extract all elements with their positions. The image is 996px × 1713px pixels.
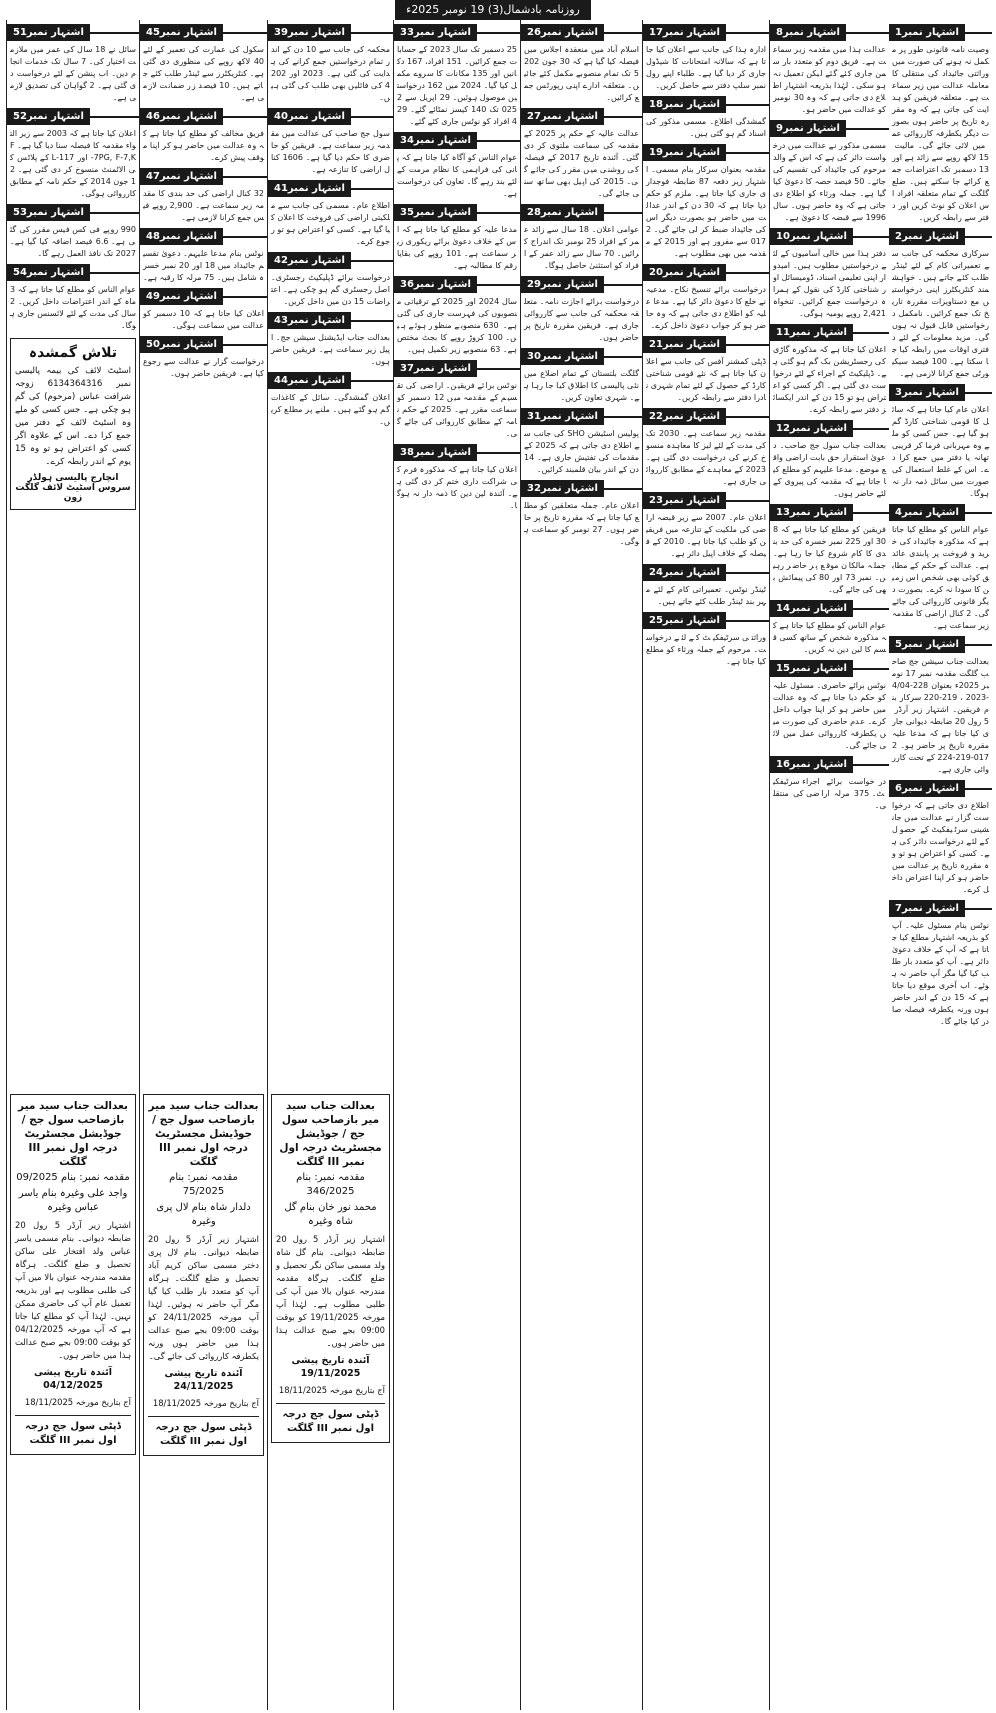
heading-rule [351,188,393,190]
issue-date: آج بتاریخ مورخہ 18/11/2025 [278,1385,385,1395]
notice-text: اعلان کیا جاتا ہے کہ 2003 سے زیر التواء مقدمہ کا فیصلہ سنا دیا گیا ہے۔ F-7PG, F-7,K اور 117-L کے پلاٹس کی الاٹمنٹ منسوخ کر دی گئی ہے۔ 21 جون 2014 کے حکم نامہ کے مطابق کارروائی ہوگی۔ [10,129,136,198]
notice-heading [521,24,642,41]
notice-text: 32 کنال اراضی کی حد بندی کا مقدمہ زیر سماعت ہے۔ 2,900 روپے فیس جمع کرانا لازمی ہے۔ [143,189,264,222]
notice-heading [521,204,642,221]
court-title: بعدالت جناب سید میر بازصاحب سول جج / جوڈیشل مجسٹریٹ درجہ اول نمبر III گلگت [279,1100,382,1168]
lost-notice-title: تلاش گمشدہ [28,345,118,361]
notice-heading [140,228,267,245]
notice-number-label: اشتہار نمبر9 [770,120,846,137]
notice-heading [643,564,769,581]
notice-heading [889,24,992,41]
notice-heading [140,336,267,353]
heading-rule [965,32,992,34]
notice-number-label: اشتہار نمبر25 [643,612,726,629]
notice-number-label: اشتہار نمبر36 [394,276,477,293]
notice-text: دفتر ہذا میں خالی آسامیوں کے لئے درخواستیں مطلوب ہیں۔ امیدوار اپنی تعلیمی اسناد، ڈومیسائل اور شناختی کارڈ کی نقول کے ہمراہ درخواست جمع کرائیں۔ تنخواہ 2,421 روپے یومیہ ہوگی۔ [773,249,886,318]
notice-heading [7,24,139,41]
notice-heading [394,204,520,221]
notice-text: اعلان کیا جاتا ہے کہ مذکورہ گاڑی کی رجسٹریشن بک گم ہو گئی ہے۔ ڈپلیکیٹ کے اجراء کے لئے درخواست دی گئی ہے۔ اگر کسی کو اعتراض ہو تو 15 دن کے اندر ایکسائز دفتر سے رابطہ کرے۔ [772,345,886,414]
notice-text: بعدالت جناب سول جج صاحب۔ دعویٰ استقرار حق بابت اراضی واقع موضع۔ مدعا علیہم کو مطلع کیا جاتا ہے کہ مقدمہ کی پیروی کے لئے حاضر ہوں۔ [773,441,886,498]
notice-number-label: اشتہار نمبر18 [643,96,726,113]
heading-rule [477,140,520,142]
court-notice-body: اشتہار زیر آرڈر 5 رول 20 ضابطہ دیوانی۔ بنام گل شاہ ولد مسمی ساکن نگر تحصیل و ضلع گلگت۔ ہرگاہ مقدمہ مندرجہ عنوان بالا میں آپ کی طلبی مطلوب ہے۔ لہٰذا آپ مورخہ 19/11/2025 کو بوقت 09:00 بجے صبح عدالت ہذا میں حاضر ہوں۔ [276,1234,385,1348]
notice-number-label: اشتہار نمبر14 [770,600,853,617]
notice-heading [643,144,769,161]
notice-number-label: اشتہار نمبر50 [140,336,223,353]
notice-text: 25 دسمبر تک سال 2023 کے حسابات جمع کرائیں۔ 151 افراد، 167 دکانیں اور 135 مکانات کا سروے مکمل کیا گیا۔ 2024 میں 162 درخواستیں موصول ہوئیں۔ 29 اپریل سے 2025 تک 140 کیسز نمٹائے گئے۔ 294 افراد کو نوٹس جاری کئے گئے۔ [397,45,518,126]
notice-heading [140,108,267,125]
heading-rule [604,32,642,34]
notice-text: عوام الناس کو آگاہ کیا جاتا ہے کہ پانی کی فراہمی کا نظام مرمت کے لئے بند رہے گا۔ تعاون کی درخواست ہے۔ [397,153,517,198]
notice-number-label: اشتہار نمبر23 [643,492,726,509]
heading-rule [965,788,992,790]
court-notice-body: اشتہار زیر آرڈر 5 رول 20 ضابطہ دیوانی۔ بنام لال پری دختر مسمی ساکن کریم آباد تحصیل و ضلع گلگت۔ ہرگاہ آپ کو متعدد بار طلب کیا گیا مگر آپ حاضر نہ ہوئیں۔ لہٰذا آپ مورخہ 24/11/2025 کو بوقت 09:00 بجے صبح عدالت ہذا میں حاضر ہوں ورنہ یکطرفہ کارروائی کی جائے گی۔ [148,1234,260,1361]
notice-number-label: اشتہار نمبر2 [889,228,965,245]
notice-text: درخواست برائے اجازت نامہ۔ متعلقہ محکمہ کی جانب سے کارروائی جاری ہے۔ فریقین مقررہ تاریخ پر حاضر ہوں۔ [524,297,639,342]
notice-text: پولیس اسٹیشن SHO کی جانب سے اطلاع دی جاتی ہے کہ 2025 کے مقدمات کی تفتیش جاری ہے۔ 14 دن کے اندر بیان قلمبند کرائیں۔ [524,429,639,474]
heading-rule [223,344,267,346]
heading-rule [846,128,889,130]
notice-heading [770,600,889,617]
notice-number-label: اشتہار نمبر46 [140,108,223,125]
notice-text: بعدالت جناب سیشن جج صاحب گلگت مقدمہ نمبر 17 نومبر 2025ء بعنوان 228-4/04-2023 ، 219-220 سرکار بنام فریقین۔ اشتہار زیر آرڈر 5 رول 20 ضابطہ دیوانی جاری کیا جاتا ہے کہ مدعا علیہ مقررہ تاریخ پر حاضر ہو۔ 2017-219-224 کے تحت کارروائی جاری ہے۔ [892,657,990,774]
notice-text: اعلان گمشدگی۔ سائل کے کاغذات گم ہو گئے ہیں۔ ملنے پر مطلع کریں۔ [271,393,390,426]
notice-text: نوٹس برائے حاضری۔ مسئول علیہ کو حکم دیا جاتا ہے کہ وہ عدالت میں حاضر ہو کر اپنا جواب داخل کرے۔ عدم حاضری کی صورت میں یکطرفہ کارروائی عمل میں لائی جائے گی۔ [773,681,886,750]
heading-rule [604,284,642,286]
notice-number-label: اشتہار نمبر6 [889,780,965,797]
heading-rule [965,644,992,646]
notice-number-label: اشتہار نمبر41 [268,180,351,197]
notice-text: مقدمہ زیر سماعت ہے۔ 2030 تک کی مدت کے لئے لیز کا معاہدہ منسوخ کرنے کی درخواست دی گئی ہے۔ 2023 کے معاہدے کے مطابق کارروائی جاری ہے۔ [646,429,766,486]
notice-heading [643,264,769,281]
court-signature: ڈپٹی سول جج درجہ اول نمبر III گلگت [15,1415,131,1448]
notice-text: فریق مخالف کو مطلع کیا جاتا ہے کہ وہ عدالت میں حاضر ہو کر اپنا موقف پیش کرے۔ [143,129,264,162]
notice-heading [770,120,889,137]
column-2 [769,20,889,1710]
notice-text: عدالت عالیہ کے حکم پر 2025 کے مقدمہ کی سماعت ملتوی کر دی گئی۔ آئندہ تاریخ 2017 کے فیصلہ کی روشنی میں مقرر کی جائے گی۔ 2015 کی اپیل بھی ساتھ سنی جائے گی۔ [524,129,639,198]
case-parties: محمد نور خان بنام گل شاہ وغیرہ [284,1202,377,1227]
notice-heading [643,336,769,353]
heading-rule [351,260,393,262]
heading-rule [726,272,769,274]
notice-number-label: اشتہار نمبر19 [643,144,726,161]
heading-rule [90,272,139,274]
notice-heading [394,24,520,41]
notice-number-label: اشتہار نمبر15 [770,660,853,677]
notice-number-label: اشتہار نمبر13 [770,504,853,521]
notice-heading [521,108,642,125]
heading-rule [726,572,769,574]
notice-number-label: اشتہار نمبر48 [140,228,223,245]
heading-rule [477,212,520,214]
notice-number-label: اشتہار نمبر24 [643,564,726,581]
notice-text: درخواست برائے اجراء سرٹیفکیٹ۔ 375 مرلہ اراضی کی منتقلی۔ [773,777,886,810]
notice-heading [268,372,393,389]
notice-heading [268,252,393,269]
notice-heading [643,408,769,425]
heading-rule [604,416,642,418]
heading-rule [726,104,769,106]
notice-text: محکمہ کی جانب سے 10 دن کے اندر تمام درخواستیں جمع کرانے کی ہدایت کی گئی ہے۔ 2023 اور 2024 کی فائلیں بھی طلب کی گئی ہیں۔ [271,45,390,102]
notice-text: وراثتی سرٹیفکیٹ کے لئے درخواست۔ مرحوم کے جملہ ورثاء کو مطلع کیا جاتا ہے۔ [646,633,766,666]
notice-text: اعلان کیا جاتا ہے کہ مذکورہ فرم کی شراکت داری ختم کر دی گئی ہے۔ آئندہ لین دین کا ذمہ دار نہ ہوگا۔ [397,465,517,510]
next-hearing-date: آئندہ تاریخ پیشی 04/12/2025 [33,1367,113,1391]
notice-text: گمشدگی اطلاع۔ مسمی مذکور کی اسناد گم ہو گئی ہیں۔ [646,117,766,138]
notice-text: نوٹس برائے فریقین۔ اراضی کی تقسیم کے مقدمہ میں 12 دسمبر کو سماعت مقرر ہے۔ 2025 کے حکم نامہ کے مطابق کارروائی کی جائے گی۔ [397,381,517,438]
notice-number-label: اشتہار نمبر11 [770,324,853,341]
column-8 [6,20,139,1710]
court-notice-box [143,1094,264,1456]
notice-number-label: اشتہار نمبر10 [770,228,853,245]
heading-rule [223,116,267,118]
notice-number-label: اشتہار نمبر40 [268,108,351,125]
newspaper-header: روزنامہ بادشمال(3) 19 نومبر 2025ء [395,0,591,20]
notice-number-label: اشتہار نمبر22 [643,408,726,425]
notice-heading [140,24,267,41]
notice-number-label: اشتہار نمبر45 [140,24,223,41]
heading-rule [965,392,992,394]
notice-text: ڈپٹی کمشنر آفس کی جانب سے اعلان کیا جاتا ہے کہ نئے قومی شناختی کارڈ کے حصول کے لئے تمام شہری نادرا دفتر سے رابطہ کریں۔ [646,357,766,402]
heading-rule [604,488,642,490]
notice-number-label: اشتہار نمبر52 [7,108,90,125]
court-notice-box [10,1094,136,1455]
court-notice-body: اشتہار زیر آرڈر 5 رول 20 ضابطہ دیوانی۔ بنام مسمی یاسر عباس ولد افتخار علی ساکن تحصیل و ضلع گلگت۔ ہرگاہ مقدمہ مندرجہ عنوان بالا میں آپ کی طلبی مطلوب ہے اور بذریعہ تعمیل عام آپ کی حاضری ممکن نہیں۔ لہٰذا آپ کو مطلع کیا جاتا ہے کہ آپ مورخہ 04/12/2025 کو بوقت 09:00 بجے صبح عدالت ہذا میں حاضر ہوں۔ [15,1220,132,1360]
heading-rule [477,284,520,286]
court-signature: ڈپٹی سول جج درجہ اول نمبر III گلگت [148,1416,259,1449]
notice-heading [889,900,992,917]
lost-notice-text: اسٹیٹ لائف کی بیمہ پالیسی نمبر 6134364316 زوجہ شرافت عباس (مرحوم) کی گم ہو چکی ہے۔ جس کسی کو ملے وہ اسٹیٹ لائف کے دفتر میں جمع کرا دے۔ اس کے علاوہ اگر کسی کو اعتراض ہو تو وہ 15 یوم کے اندر رابطہ کرے۔ [15,366,131,467]
heading-rule [604,212,642,214]
notice-heading [521,348,642,365]
notice-text: ادارہ ہذا کی جانب سے اعلان کیا جاتا ہے کہ سالانہ امتحانات کا شیڈول جاری کر دیا گیا ہے۔ طلباء اپنے رول نمبر سلپ دفتر سے حاصل کریں۔ [646,45,766,90]
heading-rule [223,32,267,34]
notice-heading [268,24,393,41]
heading-rule [846,32,889,34]
notice-text: اطلاع عام۔ مسمی کی جانب سے ملکیتی اراضی کی فروخت کا اعلان کیا گیا ہے۔ کسی کو اعتراض ہو تو رجوع کرے۔ [271,201,390,246]
notice-heading [889,228,992,245]
notice-text: اعلان عام۔ 2007 سے زیر قبضہ اراضی کی ملکیت کے تنازعہ میں فریقین کو طلب کیا جاتا ہے۔ 2010 کے فیصلہ کے خلاف اپیل دائر ہے۔ [646,513,766,558]
notice-text: سائل نے 18 سال کی عمر میں ملازمت اختیار کی۔ 7 سال تک خدمات انجام دیں۔ اب پنشن کے لئے درخواست دی گئی ہے۔ 2 گواہان کی تصدیق لازمی ہے۔ [10,45,137,102]
notice-heading [268,180,393,197]
notice-text: سرکاری محکمہ کی جانب سے تعمیراتی کام کے لئے ٹینڈر طلب کئے جاتے ہیں۔ خواہشمند کنٹریکٹرز اپنی درخواستیں مع دستاویزات مقررہ تاریخ تک جمع کرائیں۔ نامکمل درخواستیں قابل قبول نہ ہوں گی۔ مزید معلومات کے لئے دفتری اوقات میں رابطہ کیا جا سکتا ہے۔ 100 فیصد سیکیورٹی جمع کرانا لازمی ہے۔ [892,249,989,378]
heading-rule [726,500,769,502]
notice-heading [643,492,769,509]
notice-heading [770,756,889,773]
heading-rule [965,236,992,238]
notice-heading [394,276,520,293]
column-6 [267,20,393,1710]
notice-text: درخواست برائے تنسیخ نکاح۔ مدعیہ نے خلع کا دعویٰ دائر کیا ہے۔ مدعا علیہ کو اطلاع دی جاتی ہے کہ وہ حاضر ہو کر جواب دعویٰ داخل کرے۔ [646,285,766,330]
notice-number-label: اشتہار نمبر3 [889,384,965,401]
notice-number-label: اشتہار نمبر47 [140,168,223,185]
notice-text: عوام الناس کو مطلع کیا جاتا ہے کہ مذکورہ جائیداد کی خرید و فروخت پر پابندی عائد ہے۔ عدالت کے حکم کے مطابق کوئی بھی شخص اس زمین کا سودا نہ کرے۔ بصورت دیگر قانونی کارروائی کی جائے گی۔ 2 کنال اراضی کا مقدمہ زیر سماعت ہے۔ [892,525,989,630]
notice-number-label: اشتہار نمبر7 [889,900,965,917]
notice-number-label: اشتہار نمبر27 [521,108,604,125]
notice-number-label: اشتہار نمبر30 [521,348,604,365]
notice-number-label: اشتہار نمبر34 [394,132,477,149]
case-number: مقدمہ نمبر: بنام 09/2025 [16,1172,130,1183]
notice-text: اطلاع دی جاتی ہے کہ درخواست گزار نے عدالت میں جانشینی سرٹیفکیٹ کے حصول کے لئے درخواست دائر کی ہے۔ کسی کو اعتراض ہو تو وہ مقررہ تاریخ پر عدالت میں حاضر ہو کر اپنا اعتراض داخل کرے۔ [892,801,989,894]
notice-heading [268,312,393,329]
heading-rule [853,236,889,238]
notice-text: مدعا علیہ کو مطلع کیا جاتا ہے کہ اس کے خلاف دعویٰ برائے ریکوری زیر سماعت ہے۔ 101 روپے کی بقایا رقم کا مطالبہ ہے۔ [397,225,517,270]
lost-notice-box [10,338,136,510]
heading-rule [853,428,889,430]
notice-number-label: اشتہار نمبر53 [7,204,90,221]
notice-number-label: اشتہار نمبر20 [643,264,726,281]
case-number: مقدمہ نمبر: بنام 75/2025 [169,1172,238,1197]
notice-text: وصیت نامہ قانونی طور پر مکمل نہ ہونے کی صورت میں وراثتی جائیداد کی منتقلی کا معاملہ عدالت میں زیر سماعت ہے۔ متعلقہ فریقین کو ہدایت کی جاتی ہے کہ وہ مقررہ تاریخ پر حاضر ہوں بصورت دیگر یکطرفہ کارروائی عمل میں لائی جائے گی۔ مالیت 15 لاکھ روپے سے زائد ہے اور 13 دسمبر تک اعتراضات جمع کرائے جا سکتے ہیں۔ ضلع گلگت کے تمام متعلقہ افراد اس اعلان کو نوٹ کریں اور دفتر سے رابطہ کریں۔ [892,45,989,222]
notice-heading [889,636,992,653]
heading-rule [223,236,267,238]
notice-number-label: اشتہار نمبر39 [268,24,351,41]
notice-number-label: اشتہار نمبر49 [140,288,223,305]
notice-heading [770,660,889,677]
notice-number-label: اشتہار نمبر16 [770,756,853,773]
notice-number-label: اشتہار نمبر28 [521,204,604,221]
lost-notice-footer: انچارج پالیسی ہولڈر سروس اسٹیٹ لائف گلگت زون [15,473,131,503]
notice-number-label: اشتہار نمبر8 [770,24,846,41]
notice-heading [268,108,393,125]
notice-heading [7,264,139,281]
classified-page [6,20,992,1710]
heading-rule [726,620,769,622]
notice-number-label: اشتہار نمبر12 [770,420,853,437]
notice-text: درخواست گزار نے عدالت سے رجوع کیا ہے۔ فریقین حاضر ہوں۔ [143,357,264,378]
notice-text: اسلام آباد میں منعقدہ اجلاس میں فیصلہ کیا گیا ہے کہ 30 جون 2025 تک تمام منصوبے مکمل کئے جائیں۔ متعلقہ ادارے اپنی رپورٹس جمع کرائیں۔ [524,45,639,102]
notice-text: ٹینڈر نوٹس۔ تعمیراتی کام کے لئے مہر بند ٹینڈر طلب کئے جاتے ہیں۔ [646,585,766,606]
heading-rule [351,380,393,382]
heading-rule [90,116,139,118]
heading-rule [726,152,769,154]
heading-rule [965,908,992,910]
column-7 [139,20,267,1710]
heading-rule [223,176,267,178]
notice-heading [7,204,139,221]
notice-number-label: اشتہار نمبر33 [394,24,477,41]
notice-heading [770,324,889,341]
notice-text: مسمی مذکور نے عدالت میں درخواست دائر کی ہے کہ اس کے والد مرحوم کی جائیداد کی تقسیم کی جائے۔ 50 فیصد حصہ کا دعویٰ کیا گیا ہے۔ جملہ ورثاء کو اطلاع دی جاتی ہے کہ وہ حاضر ہوں۔ سال 1996 سے قبضہ کا دعویٰ ہے۔ [773,141,887,222]
notice-text: بعدالت جناب ایڈیشنل سیشن جج۔ اپیل زیر سماعت ہے۔ فریقین حاضر ہوں۔ [271,333,390,366]
notice-number-label: اشتہار نمبر5 [889,636,965,653]
notice-number-label: اشتہار نمبر1 [889,24,965,41]
notice-heading [770,228,889,245]
heading-rule [351,32,393,34]
notice-text: نوٹس بنام مسئول علیہ۔ آپ کو بذریعہ اشتہار مطلع کیا جاتا ہے کہ آپ کے خلاف دعویٰ دائر ہے۔ آپ کو متعدد بار طلب کیا گیا مگر آپ حاضر نہ ہوئے۔ اب آخری موقع دیا جاتا ہے کہ 15 دن کے اندر حاضر ہوں ورنہ یکطرفہ فیصلہ صادر کیا جائے گا۔ [892,921,989,1026]
heading-rule [604,356,642,358]
notice-number-label: اشتہار نمبر42 [268,252,351,269]
notice-number-label: اشتہار نمبر43 [268,312,351,329]
notice-number-label: اشتہار نمبر32 [521,480,604,497]
heading-rule [726,416,769,418]
notice-text: عدالت ہذا میں مقدمہ زیر سماعت ہے۔ فریق دوم کو متعدد بار سمن جاری کئے گئے لیکن تعمیل نہ ہو سکی۔ لہٰذا بذریعہ اشتہار اطلاع دی جاتی ہے کہ وہ 30 نومبر کو عدالت میں حاضر ہو۔ [773,45,886,114]
court-notice-box [271,1094,390,1443]
notice-text: اعلان عام کیا جاتا ہے کہ سائل کا قومی شناختی کارڈ گم ہو گیا ہے۔ جس کسی کو ملے وہ مہربانی فرما کر قریبی تھانہ یا دفتر میں جمع کرا دے۔ اس کے غلط استعمال کی صورت میں سائل ذمہ دار نہ ہوگا۔ [892,405,989,498]
notice-text: نوٹس بنام مدعا علیہم۔ دعویٰ تقسیم جائیداد میں 18 اور 20 نمبر خسرہ شامل ہیں۔ 75 مرلہ کا رقبہ ہے۔ [143,249,265,282]
notice-number-label: اشتہار نمبر17 [643,24,726,41]
notice-number-label: اشتہار نمبر31 [521,408,604,425]
heading-rule [351,116,393,118]
notice-heading [7,108,139,125]
notice-heading [140,288,267,305]
notice-text: عوام الناس کو مطلع کیا جاتا ہے کہ مذکورہ شخص کے ساتھ کسی قسم کا لین دین نہ کریں۔ [773,621,886,654]
notice-number-label: اشتہار نمبر29 [521,276,604,293]
next-hearing-date: آئندہ تاریخ پیشی 19/11/2025 [291,1355,370,1379]
notice-number-label: اشتہار نمبر26 [521,24,604,41]
heading-rule [853,608,889,610]
heading-rule [223,296,267,298]
notice-heading [889,384,992,401]
notice-heading [770,504,889,521]
notice-text: سول جج صاحب کی عدالت میں مقدمہ زیر سماعت ہے۔ فریقین کو حاضری کا حکم دیا گیا ہے۔ 1606 کنال اراضی کا تنازعہ ہے۔ [271,129,391,174]
heading-rule [477,32,520,34]
column-5 [393,20,520,1710]
notice-text: 990 روپے فی کس فیس مقرر کی گئی ہے۔ 6.6 فیصد اضافہ کیا گیا ہے۔ 2027 تک نافذ العمل رہے گا۔ [10,225,136,258]
notice-text: عوام الناس کو مطلع کیا جاتا ہے کہ 3 ماہ کے اندر اعتراضات داخل کریں۔ 2 سال کی مدت کے لئے لائسنس جاری ہوگا۔ [9,285,136,330]
heading-rule [604,116,642,118]
notice-text: درخواست برائے ڈپلیکیٹ رجسٹری۔ اصل رجسٹری گم ہو چکی ہے۔ اعتراضات 15 دن میں داخل کریں۔ [271,273,390,306]
notice-heading [394,360,520,377]
notice-heading [643,612,769,629]
notice-number-label: اشتہار نمبر44 [268,372,351,389]
notice-text: مقدمہ بعنوان سرکار بنام مسمی۔ اشتہار زیر دفعہ 87 ضابطہ فوجداری جاری کیا جاتا ہے۔ ملزم کو حکم دیا جاتا ہے کہ 30 دن کے اندر عدالت میں حاضر ہو بصورت دیگر اس کی جائیداد ضبط کر لی جائے گی۔ 2017 سے مفرور ہے اور 2015 کے مقدمہ میں بھی مطلوب ہے۔ [646,165,766,258]
heading-rule [726,32,769,34]
court-signature: ڈپٹی سول جج درجہ اول نمبر III گلگت [276,1403,385,1436]
case-number: مقدمہ نمبر: بنام 346/2025 [296,1172,365,1197]
notice-number-label: اشتہار نمبر54 [7,264,90,281]
heading-rule [477,368,520,370]
column-1 [889,20,992,1710]
notice-heading [889,780,992,797]
court-title: بعدالت جناب سید میر بازصاحب سول جج / جوڈیشل مجسٹریٹ درجہ اول نمبر III گلگت [148,1100,259,1168]
notice-number-label: اشتہار نمبر4 [889,504,965,521]
case-parties: دلدار شاہ بنام لال پری وغیرہ [156,1202,251,1227]
notice-number-label: اشتہار نمبر35 [394,204,477,221]
notice-heading [394,132,520,149]
heading-rule [726,344,769,346]
notice-heading [770,24,889,41]
notice-text: سال 2024 اور 2025 کے ترقیاتی منصوبوں کی فہرست جاری کی گئی ہے۔ 630 منصوبے منظور ہوئے ہیں۔ 100 کروڑ روپے کا بجٹ مختص ہے۔ 63 منصوبے زیر تکمیل ہیں۔ [397,297,518,354]
court-title: بعدالت جناب سید میر بازصاحب سول جج / جوڈیشل مجسٹریٹ درجہ اول نمبر III گلگت [18,1100,128,1168]
heading-rule [853,512,889,514]
notice-text: سکول کی عمارت کی تعمیر کے لئے 40 لاکھ روپے کی منظوری دی گئی ہے۔ کنٹریکٹرز سے ٹینڈر طلب کئے جاتے ہیں۔ 10 فیصد زر ضمانت لازمی ہے۔ [143,45,264,102]
notice-heading [770,420,889,437]
column-3 [642,20,769,1710]
heading-rule [853,764,889,766]
notice-number-label: اشتہار نمبر37 [394,360,477,377]
next-hearing-date: آئندہ تاریخ پیشی 24/11/2025 [164,1368,243,1392]
heading-rule [90,212,139,214]
heading-rule [853,668,889,670]
column-4 [520,20,642,1710]
issue-date: آج بتاریخ مورخہ 18/11/2025 [24,1397,131,1407]
heading-rule [965,512,992,514]
notice-heading [889,504,992,521]
notice-heading [643,24,769,41]
notice-number-label: اشتہار نمبر51 [7,24,90,41]
notice-number-label: اشتہار نمبر21 [643,336,726,353]
notice-text: اعلان کیا جاتا ہے کہ 10 دسمبر کو عدالت میں سماعت ہوگی۔ [143,309,265,330]
heading-rule [351,320,393,322]
notice-number-label: اشتہار نمبر38 [394,444,477,461]
notice-heading [643,96,769,113]
notice-text: اعلان عام۔ جملہ متعلقین کو مطلع کیا جاتا ہے کہ مقررہ تاریخ پر حاضر ہوں۔ 27 نومبر کو سماعت ہوگی۔ [524,501,639,546]
heading-rule [477,452,520,454]
notice-heading [521,276,642,293]
issue-date: آج بتاریخ مورخہ 18/11/2025 [152,1398,259,1408]
notice-heading [394,444,520,461]
heading-rule [90,32,139,34]
notice-heading [521,480,642,497]
heading-rule [853,332,889,334]
notice-text: فریقین کو مطلع کیا جاتا ہے کہ 830 اور 225 نمبر خسرہ کی حد بندی کا کام شروع کیا جا رہا ہے۔ جملہ مالکان موقع پر حاضر رہیں۔ نمبر 73 اور 80 کی پیمائش بھی کی جائے گی۔ [773,525,886,594]
case-parties: واجد علی وغیرہ بنام یاسر عباس وغیرہ [18,1188,128,1213]
notice-heading [521,408,642,425]
notice-heading [140,168,267,185]
notice-text: گلگت بلتستان کے تمام اضلاع میں نئی پالیسی کا اطلاق کیا جا رہا ہے۔ شہری تعاون کریں۔ [524,369,639,402]
notice-text: عوامی اعلان۔ 18 سال سے زائد عمر کے افراد 25 نومبر تک اندراج کرائیں۔ 70 سال سے زائد عمر کے افراد کو استثنیٰ حاصل ہوگا۔ [524,225,639,270]
